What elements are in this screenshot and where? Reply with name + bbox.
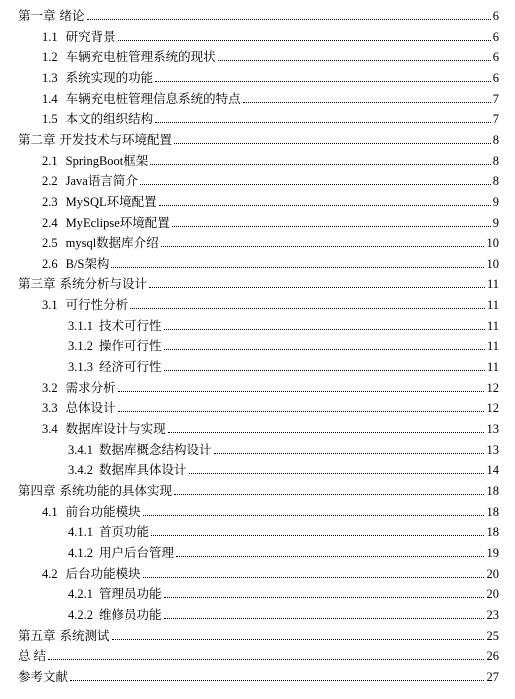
toc-entry-page: 8 bbox=[492, 153, 499, 168]
toc-entry-title: SpringBoot框架 bbox=[65, 153, 149, 168]
toc-entry-label bbox=[42, 173, 139, 189]
toc-entry[interactable] bbox=[0, 318, 515, 334]
toc-entry-title: 总 结 bbox=[18, 649, 47, 664]
toc-entry-title: 开发技术与环境配置 bbox=[59, 132, 173, 147]
toc-entry-number: 1.5 bbox=[42, 112, 58, 127]
toc-entry-page: 9 bbox=[492, 194, 499, 209]
toc-entry-title: MyEclipse环境配置 bbox=[65, 215, 170, 230]
toc-dot-leader bbox=[140, 184, 491, 185]
toc-entry-label bbox=[68, 359, 163, 375]
toc-entry-number: 2.3 bbox=[42, 194, 58, 209]
toc-dot-leader bbox=[48, 659, 484, 660]
toc-entry-title: mysql数据库介绍 bbox=[65, 236, 159, 251]
toc-entry[interactable] bbox=[0, 8, 515, 24]
toc-entry-page: 26 bbox=[486, 649, 499, 664]
toc-entry-page: 12 bbox=[486, 401, 499, 416]
toc-entry-number: 3.1.2 bbox=[68, 339, 93, 354]
toc-entry-page: 6 bbox=[492, 50, 499, 65]
toc-dot-leader bbox=[118, 40, 491, 41]
toc-entry-label bbox=[68, 462, 188, 478]
toc-entry-label bbox=[42, 256, 110, 272]
toc-entry-title: 后台功能模块 bbox=[65, 566, 141, 581]
toc-dot-leader bbox=[174, 494, 484, 495]
toc-entry[interactable] bbox=[0, 153, 515, 169]
toc-entry-number: 1.3 bbox=[42, 70, 58, 85]
toc-entry-label bbox=[42, 29, 117, 45]
toc-entry-page: 9 bbox=[492, 215, 499, 230]
toc-entry[interactable] bbox=[0, 276, 515, 292]
toc-entry[interactable] bbox=[0, 462, 515, 478]
toc-dot-leader bbox=[118, 391, 484, 392]
toc-dot-leader bbox=[130, 308, 485, 309]
toc-dot-leader bbox=[118, 411, 484, 412]
toc-dot-leader bbox=[151, 535, 484, 536]
toc-entry-number: 第三章 bbox=[18, 277, 56, 292]
toc-entry-label bbox=[42, 111, 154, 127]
toc-entry-page: 14 bbox=[486, 463, 499, 478]
toc-dot-leader bbox=[164, 329, 485, 330]
toc-entry-title: 可行性分析 bbox=[65, 298, 129, 313]
toc-entry-page: 7 bbox=[492, 112, 499, 127]
toc-entry-number: 3.4 bbox=[42, 422, 58, 436]
toc-entry-number: 2.6 bbox=[42, 256, 58, 271]
toc-dot-leader bbox=[176, 556, 484, 557]
toc-entry-number: 2.5 bbox=[42, 236, 58, 251]
toc-entry-title: 经济可行性 bbox=[99, 360, 162, 375]
toc-entry-page: 8 bbox=[492, 174, 499, 189]
toc-entry-page: 11 bbox=[486, 339, 499, 354]
toc-entry[interactable] bbox=[0, 442, 515, 458]
toc-entry-title: 前台功能模块 bbox=[65, 504, 141, 519]
toc-dot-leader bbox=[161, 246, 484, 247]
toc-entry[interactable] bbox=[0, 504, 515, 520]
toc-dot-leader bbox=[174, 143, 491, 144]
toc-entry-page: 11 bbox=[486, 298, 499, 313]
toc-entry-page: 11 bbox=[486, 318, 499, 333]
toc-entry[interactable] bbox=[0, 49, 515, 65]
toc-entry-number: 2.1 bbox=[42, 153, 58, 168]
toc-entry-number: 4.1 bbox=[42, 504, 58, 519]
toc-dot-leader bbox=[155, 122, 491, 123]
toc-entry-label bbox=[68, 442, 213, 458]
toc-entry-page: 18 bbox=[486, 525, 499, 540]
toc-entry[interactable] bbox=[0, 235, 515, 251]
toc-entry[interactable] bbox=[0, 400, 515, 416]
toc-entry[interactable] bbox=[0, 524, 515, 540]
toc-entry-label bbox=[42, 380, 117, 396]
toc-entry-page: 23 bbox=[486, 607, 499, 622]
toc-dot-leader bbox=[189, 473, 484, 474]
toc-entry-label bbox=[42, 215, 171, 231]
toc-entry-title: 研究背景 bbox=[65, 29, 116, 44]
toc-entry-number: 3.4.2 bbox=[68, 463, 93, 478]
toc-entry-label bbox=[18, 648, 47, 664]
toc-dot-leader bbox=[164, 597, 484, 598]
toc-entry-title: 车辆充电桩管理信息系统的特点 bbox=[65, 91, 241, 106]
toc-entry-page: 27 bbox=[486, 669, 499, 684]
toc-entry-page: 20 bbox=[486, 566, 499, 581]
toc-entry-number: 2.2 bbox=[42, 174, 58, 189]
toc-entry[interactable] bbox=[0, 91, 515, 107]
toc-dot-leader bbox=[164, 349, 485, 350]
toc-entry-label bbox=[68, 318, 163, 334]
toc-entry-page: 6 bbox=[492, 70, 499, 85]
toc-entry[interactable] bbox=[0, 380, 515, 396]
toc-entry[interactable] bbox=[0, 545, 515, 561]
toc-entry-title: 数据库概念结构设计 bbox=[99, 442, 212, 457]
toc-entry-page: 12 bbox=[486, 380, 499, 395]
toc-entry-page: 25 bbox=[486, 628, 499, 643]
toc-entry-label bbox=[68, 586, 163, 602]
toc-entry-page: 8 bbox=[492, 132, 499, 147]
toc-entry-title: 用户后台管理 bbox=[99, 545, 175, 560]
toc-entry-number: 1.4 bbox=[42, 91, 58, 106]
toc-entry-label bbox=[18, 132, 173, 148]
toc-entry-label bbox=[42, 400, 117, 416]
toc-entry-number: 3.1.3 bbox=[68, 360, 93, 375]
toc-entry-page: 18 bbox=[486, 483, 499, 498]
toc-dot-leader bbox=[112, 639, 484, 640]
toc-entry-label bbox=[42, 153, 149, 169]
toc-entry-label bbox=[42, 91, 242, 107]
toc-entry-title: 车辆充电桩管理系统的现状 bbox=[65, 50, 216, 65]
toc-entry-number: 3.1 bbox=[42, 298, 58, 313]
toc-entry-label bbox=[42, 49, 217, 65]
toc-dot-leader bbox=[155, 81, 491, 82]
toc-entry-number: 3.1.1 bbox=[68, 318, 93, 333]
toc-entry-number: 第二章 bbox=[18, 132, 56, 147]
toc-entry-label bbox=[68, 545, 175, 561]
toc-entry-title: 参考文献 bbox=[18, 669, 69, 684]
toc-dot-leader bbox=[143, 577, 484, 578]
toc-dot-leader bbox=[111, 267, 484, 268]
toc-entry[interactable] bbox=[0, 628, 515, 644]
toc-entry-title: 数据库具体设计 bbox=[99, 463, 187, 478]
toc-dot-leader bbox=[172, 226, 491, 227]
toc-entry-number: 3.3 bbox=[42, 401, 58, 416]
toc-dot-leader bbox=[87, 19, 491, 20]
toc-entry[interactable] bbox=[0, 359, 515, 375]
toc-entry-number: 3.2 bbox=[42, 380, 58, 395]
toc-entry-page: 13 bbox=[486, 442, 499, 457]
toc-entry-label bbox=[42, 70, 154, 86]
toc-entry-title: 系统功能的具体实现 bbox=[59, 483, 173, 498]
toc-entry[interactable] bbox=[0, 111, 515, 127]
toc-entry-page: 20 bbox=[486, 587, 499, 602]
toc-dot-leader bbox=[159, 205, 491, 206]
toc-entry[interactable] bbox=[0, 338, 515, 354]
toc-entry-label bbox=[18, 669, 69, 685]
toc-entry[interactable] bbox=[0, 586, 515, 602]
toc-dot-leader bbox=[143, 515, 484, 516]
toc-entry-label bbox=[18, 483, 173, 499]
toc-dot-leader bbox=[243, 102, 491, 103]
toc-entry-number: 第五章 bbox=[18, 628, 56, 643]
toc-entry[interactable] bbox=[0, 29, 515, 45]
toc-entry-title: 系统测试 bbox=[59, 628, 110, 643]
toc-entry-label bbox=[68, 607, 163, 623]
toc-entry-number: 2.4 bbox=[42, 215, 58, 230]
toc-entry[interactable] bbox=[0, 132, 515, 148]
toc-dot-leader bbox=[149, 287, 485, 288]
toc-entry-title: 需求分析 bbox=[65, 380, 116, 395]
toc-entry[interactable] bbox=[0, 173, 515, 189]
toc-entry-number: 4.1.1 bbox=[68, 525, 93, 540]
toc-entry-page: 11 bbox=[486, 360, 499, 375]
toc-entry-title: 总体设计 bbox=[65, 401, 116, 416]
toc-entry-title: 数据库设计与实现 bbox=[65, 422, 166, 436]
toc-entry-title: 首页功能 bbox=[99, 525, 150, 540]
toc-entry-page: 7 bbox=[492, 91, 499, 106]
toc-entry[interactable] bbox=[0, 648, 515, 664]
toc-entry-page: 11 bbox=[486, 277, 499, 292]
toc-entry-label bbox=[68, 524, 150, 540]
toc-entry-label bbox=[42, 421, 167, 437]
toc-entry[interactable] bbox=[0, 483, 515, 499]
toc-entry-title: 本文的组织结构 bbox=[65, 112, 154, 127]
toc-dot-leader bbox=[218, 60, 491, 61]
toc-entry-label bbox=[18, 8, 86, 24]
toc-entry-number: 4.2 bbox=[42, 566, 58, 581]
toc-entry-number: 1.2 bbox=[42, 50, 58, 65]
toc-entry-label bbox=[42, 566, 142, 582]
toc-dot-leader bbox=[150, 164, 491, 165]
toc-entry-label bbox=[42, 194, 158, 210]
toc-entry-page: 19 bbox=[486, 545, 499, 560]
toc-entry-number: 第一章 bbox=[18, 9, 56, 23]
toc-entry-title: 系统分析与设计 bbox=[59, 277, 148, 292]
toc-entry[interactable] bbox=[0, 194, 515, 210]
toc-entry[interactable] bbox=[0, 669, 515, 685]
toc-entry-number: 3.4.1 bbox=[68, 442, 93, 457]
toc-entry-number: 第四章 bbox=[18, 483, 56, 498]
toc-entry-title: 操作可行性 bbox=[99, 339, 162, 354]
toc-dot-leader bbox=[164, 618, 484, 619]
toc-entry[interactable] bbox=[0, 297, 515, 313]
toc-dot-leader bbox=[214, 453, 484, 454]
toc-entry-label bbox=[42, 297, 129, 313]
toc-entry-page: 6 bbox=[492, 9, 499, 23]
toc-entry-label bbox=[42, 504, 142, 520]
toc-entry-title: 管理员功能 bbox=[99, 587, 162, 602]
toc-entry[interactable] bbox=[0, 607, 515, 623]
toc-entry[interactable] bbox=[0, 566, 515, 582]
toc-entry-title: 绪论 bbox=[59, 9, 85, 23]
toc-entry[interactable] bbox=[0, 421, 515, 437]
toc-entry-number: 4.2.2 bbox=[68, 607, 93, 622]
toc-entry[interactable] bbox=[0, 70, 515, 86]
toc-entry-number: 1.1 bbox=[42, 29, 58, 44]
toc-entry-label bbox=[18, 276, 148, 292]
toc-entry-label bbox=[42, 235, 160, 251]
toc-entry-title: MySQL环境配置 bbox=[65, 194, 157, 209]
toc-entry-title: B/S架构 bbox=[65, 256, 110, 271]
toc-dot-leader bbox=[70, 680, 484, 681]
toc-entry-title: 系统实现的功能 bbox=[65, 70, 154, 85]
toc-entry-title: Java语言简介 bbox=[65, 174, 138, 189]
toc-entry-page: 18 bbox=[486, 504, 499, 519]
toc-entry-title: 维修员功能 bbox=[99, 607, 162, 622]
toc-dot-leader bbox=[168, 432, 484, 433]
toc-entry[interactable] bbox=[0, 215, 515, 231]
toc-entry-page: 10 bbox=[486, 256, 499, 271]
toc-entry-number: 4.1.2 bbox=[68, 545, 93, 560]
toc-entry[interactable] bbox=[0, 256, 515, 272]
toc-entry-title: 技术可行性 bbox=[99, 318, 162, 333]
toc-entry-page: 13 bbox=[486, 422, 499, 436]
toc-entry-label bbox=[68, 338, 163, 354]
toc-dot-leader bbox=[164, 370, 485, 371]
toc-entry-label bbox=[18, 628, 111, 644]
toc-entry-page: 6 bbox=[492, 29, 499, 44]
toc-entry-number: 4.2.1 bbox=[68, 587, 93, 602]
toc-entry-page: 10 bbox=[486, 236, 499, 251]
